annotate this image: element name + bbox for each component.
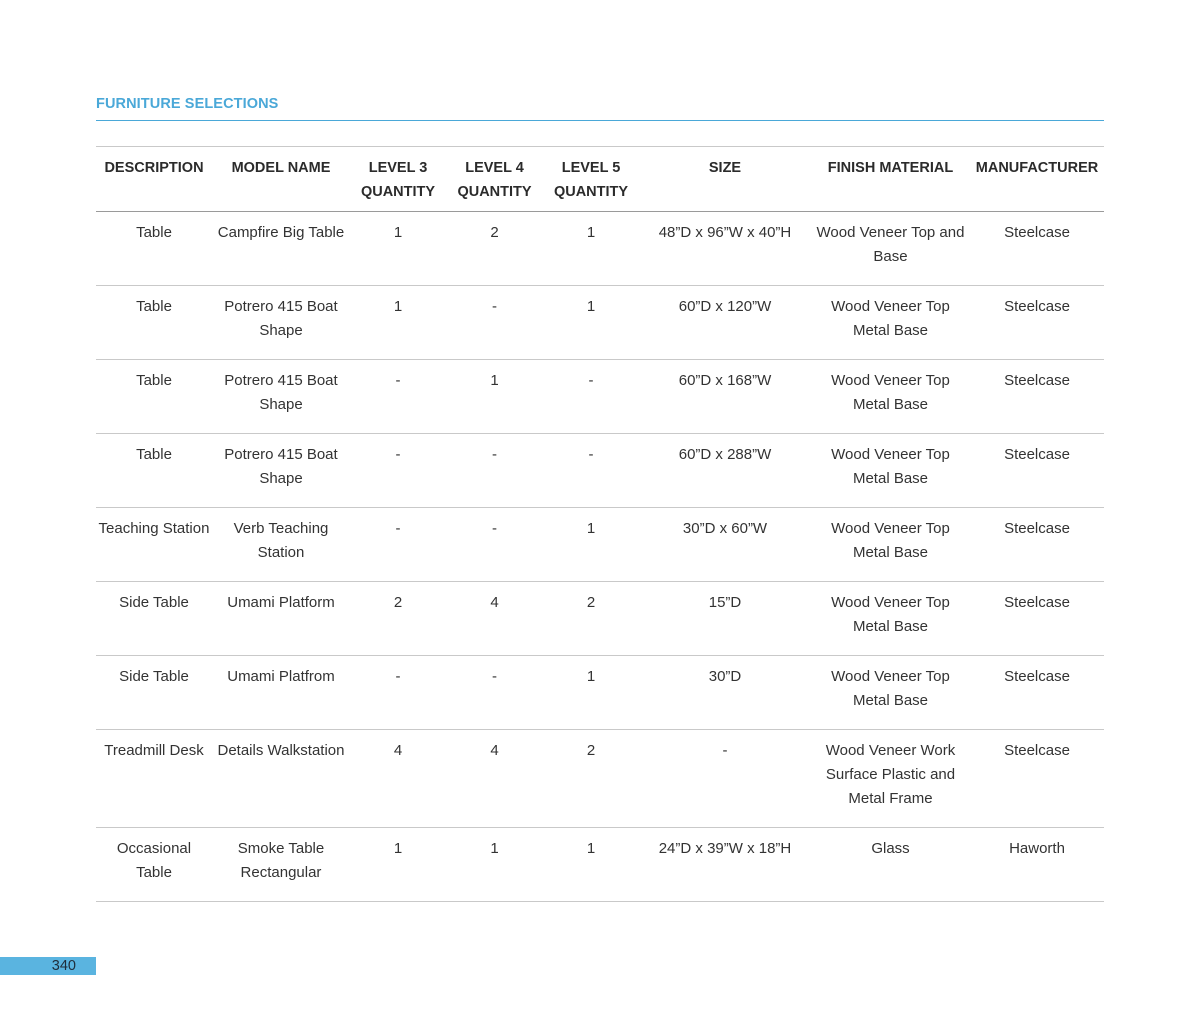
cell-size: 48”D x 96”W x 40”H <box>639 212 811 286</box>
table-row <box>96 286 1104 360</box>
cell-level-4-quantity: - <box>446 508 543 582</box>
cell-level-3-quantity: 4 <box>350 730 446 828</box>
cell-level-5-quantity: 2 <box>543 582 639 656</box>
header-level-5-quantity: LEVEL 5 QUANTITY <box>543 147 639 212</box>
title-rule <box>96 120 1104 121</box>
cell-size: - <box>639 730 811 828</box>
cell-manufacturer: Steelcase <box>970 434 1104 508</box>
cell-level-5-quantity: 1 <box>543 508 639 582</box>
cell-level-5-quantity: 2 <box>543 730 639 828</box>
table-row <box>96 212 1104 286</box>
table-row <box>96 508 1104 582</box>
cell-description: Table <box>96 286 212 360</box>
cell-description: Table <box>96 434 212 508</box>
cell-finish-material: Wood Veneer Top Metal Base <box>811 286 970 360</box>
cell-manufacturer: Steelcase <box>970 582 1104 656</box>
cell-level-3-quantity: - <box>350 360 446 434</box>
cell-level-3-quantity: - <box>350 434 446 508</box>
cell-level-4-quantity: 4 <box>446 582 543 656</box>
cell-size: 30”D <box>639 656 811 730</box>
cell-model-name: Campfire Big Table <box>212 212 350 286</box>
cell-model-name: Umami Platfrom <box>212 656 350 730</box>
section-title: FURNITURE SELECTIONS <box>96 96 279 112</box>
cell-level-5-quantity: 1 <box>543 828 639 902</box>
cell-finish-material: Wood Veneer Top Metal Base <box>811 656 970 730</box>
cell-level-3-quantity: - <box>350 508 446 582</box>
cell-level-4-quantity: - <box>446 656 543 730</box>
cell-level-4-quantity: 4 <box>446 730 543 828</box>
header-finish-material: FINISH MATERIAL <box>811 147 970 212</box>
cell-level-4-quantity: - <box>446 434 543 508</box>
table-row <box>96 656 1104 730</box>
table-row <box>96 582 1104 656</box>
cell-finish-material: Wood Veneer Top Metal Base <box>811 434 970 508</box>
cell-size: 15”D <box>639 582 811 656</box>
header-description: DESCRIPTION <box>96 147 212 212</box>
table-row <box>96 828 1104 902</box>
cell-size: 30”D x 60”W <box>639 508 811 582</box>
cell-finish-material: Wood Veneer Top Metal Base <box>811 582 970 656</box>
table-body <box>96 212 1104 902</box>
cell-model-name: Details Walkstation <box>212 730 350 828</box>
header-level-3-quantity: LEVEL 3 QUANTITY <box>350 147 446 212</box>
cell-model-name: Potrero 415 Boat Shape <box>212 286 350 360</box>
cell-manufacturer: Steelcase <box>970 360 1104 434</box>
cell-size: 60”D x 288”W <box>639 434 811 508</box>
cell-finish-material: Wood Veneer Top and Base <box>811 212 970 286</box>
cell-level-4-quantity: 1 <box>446 360 543 434</box>
cell-level-4-quantity: - <box>446 286 543 360</box>
cell-level-3-quantity: - <box>350 656 446 730</box>
cell-level-5-quantity: - <box>543 360 639 434</box>
cell-level-3-quantity: 1 <box>350 212 446 286</box>
cell-model-name: Umami Platform <box>212 582 350 656</box>
table-header-row <box>96 147 1104 212</box>
page-number: 340 <box>51 958 76 974</box>
table-row <box>96 360 1104 434</box>
table-row <box>96 434 1104 508</box>
furniture-table <box>96 146 1104 902</box>
cell-model-name: Smoke Table Rectangular <box>212 828 350 902</box>
header-manufacturer: MANUFACTURER <box>970 147 1104 212</box>
cell-level-3-quantity: 2 <box>350 582 446 656</box>
cell-size: 24”D x 39”W x 18”H <box>639 828 811 902</box>
cell-model-name: Potrero 415 Boat Shape <box>212 434 350 508</box>
header-size: SIZE <box>639 147 811 212</box>
cell-description: Side Table <box>96 656 212 730</box>
cell-size: 60”D x 120”W <box>639 286 811 360</box>
cell-finish-material: Wood Veneer Work Surface Plastic and Metal Frame <box>811 730 970 828</box>
header-level-4-quantity: LEVEL 4 QUANTITY <box>446 147 543 212</box>
cell-manufacturer: Steelcase <box>970 212 1104 286</box>
cell-level-4-quantity: 1 <box>446 828 543 902</box>
cell-level-4-quantity: 2 <box>446 212 543 286</box>
cell-manufacturer: Steelcase <box>970 508 1104 582</box>
header-model-name: MODEL NAME <box>212 147 350 212</box>
cell-level-5-quantity: 1 <box>543 286 639 360</box>
cell-manufacturer: Steelcase <box>970 730 1104 828</box>
cell-description: Treadmill Desk <box>96 730 212 828</box>
cell-finish-material: Wood Veneer Top Metal Base <box>811 360 970 434</box>
cell-finish-material: Wood Veneer Top Metal Base <box>811 508 970 582</box>
cell-description: Occasional Table <box>96 828 212 902</box>
cell-description: Table <box>96 360 212 434</box>
table-row <box>96 730 1104 828</box>
cell-model-name: Verb Teaching Station <box>212 508 350 582</box>
cell-model-name: Potrero 415 Boat Shape <box>212 360 350 434</box>
cell-finish-material: Glass <box>811 828 970 902</box>
cell-manufacturer: Haworth <box>970 828 1104 902</box>
cell-level-3-quantity: 1 <box>350 828 446 902</box>
cell-size: 60”D x 168”W <box>639 360 811 434</box>
cell-level-3-quantity: 1 <box>350 286 446 360</box>
cell-manufacturer: Steelcase <box>970 656 1104 730</box>
cell-manufacturer: Steelcase <box>970 286 1104 360</box>
cell-level-5-quantity: 1 <box>543 212 639 286</box>
cell-description: Teaching Station <box>96 508 212 582</box>
cell-description: Side Table <box>96 582 212 656</box>
cell-level-5-quantity: 1 <box>543 656 639 730</box>
cell-description: Table <box>96 212 212 286</box>
cell-level-5-quantity: - <box>543 434 639 508</box>
page-number-tab <box>0 957 96 975</box>
